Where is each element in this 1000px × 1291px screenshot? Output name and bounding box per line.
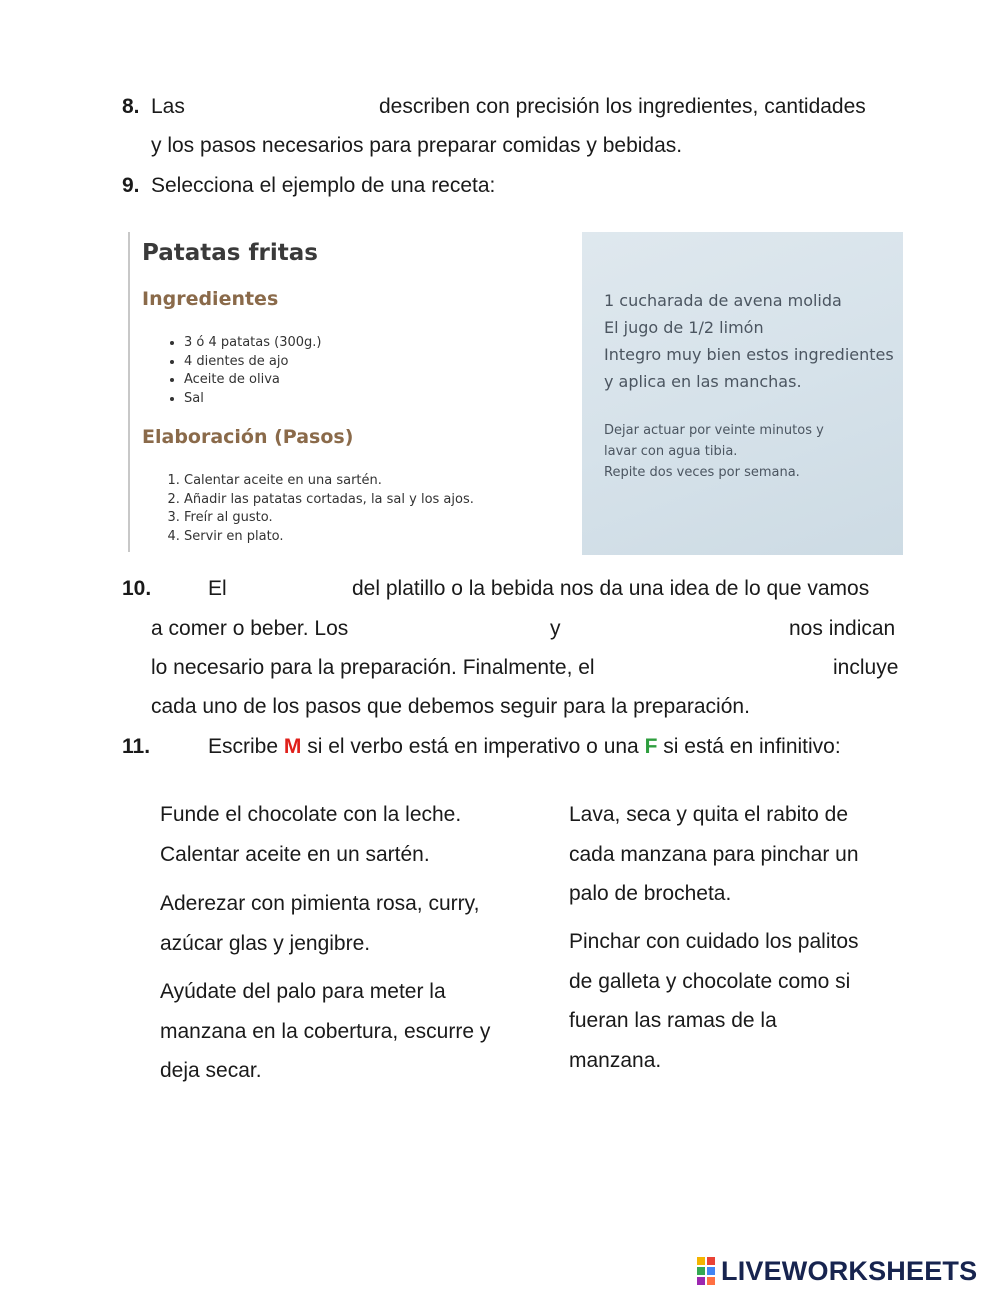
exercise-line: palo de brocheta. [569, 882, 732, 905]
liveworksheets-logo [697, 1255, 977, 1287]
q10-blank-2-input[interactable] [372, 615, 546, 643]
recipe-b-small-line: Dejar actuar por veinte minutos y [604, 423, 824, 438]
recipe-a-steps-heading: Elaboración (Pasos) [142, 426, 354, 448]
q10-text: y [550, 617, 561, 640]
recipe-a-ingredients-heading: Ingredientes [142, 288, 279, 310]
q8-text-start: Las [151, 95, 185, 118]
q11-m-letter: M [283, 735, 302, 758]
exercise-line: Pinchar con cuidado los palitos [569, 930, 859, 953]
q8-text-end: describen con precisión los ingredientes, cantidades [379, 95, 866, 118]
recipe-b-line: Integro muy bien estos ingredientes [604, 345, 894, 364]
q8-text-line2: y los pasos necesarios para preparar comidas y bebidas. [151, 134, 683, 157]
q8-number: 8. [122, 95, 140, 118]
q10-blank-3-input[interactable] [570, 615, 784, 643]
q9-number: 9. [122, 174, 140, 197]
q11-number: 11. [122, 735, 151, 758]
q10-text: cada uno de los pasos que debemos seguir para la preparación. [151, 695, 750, 718]
q11-text: Escribe [208, 735, 279, 758]
q10-text: lo necesario para la preparación. Finalmente, el [151, 656, 595, 679]
list-item: • 4 dientes de ajo [184, 353, 321, 372]
recipe-a-title: Patatas fritas [142, 240, 318, 266]
exercise-line: Lava, seca y quita el rabito de [569, 803, 849, 826]
list-item: • Aceite de oliva [184, 371, 321, 390]
exercise-item[interactable] [160, 972, 490, 1091]
exercise-line: Aderezar con pimienta rosa, curry, [160, 892, 480, 915]
list-item: 1. Calentar aceite en una sartén. [184, 472, 474, 491]
recipe-b-line: 1 cucharada de avena molida [604, 291, 842, 310]
exercise-line: deja secar. [160, 1059, 262, 1082]
exercise-item[interactable] [569, 795, 859, 914]
recipe-b-small-line: lavar con agua tibia. [604, 444, 738, 459]
exercise-item[interactable] [160, 795, 461, 874]
list-item: 4. Servir en plato. [184, 528, 474, 547]
exercise-line: cada manzana para pinchar un [569, 842, 859, 866]
q11-text: si el verbo está en imperativo o una [307, 735, 639, 758]
recipe-option-a[interactable] [128, 232, 510, 552]
exercise-item[interactable] [569, 922, 859, 1080]
q10-number: 10. [122, 577, 152, 600]
q10-text: nos indican [789, 617, 896, 640]
q10-text: incluye [833, 656, 899, 679]
exercise-line: azúcar glas y jengibre. [160, 931, 371, 955]
logo-blocks-icon [697, 1257, 715, 1285]
q10-text: El [208, 577, 227, 600]
list-item: 3. Freír al gusto. [184, 509, 474, 528]
exercise-line: Funde el chocolate con la leche. [160, 803, 462, 826]
logo-text: LIVEWORKSHEETS [721, 1255, 978, 1286]
q11-text: si está en infinitivo: [663, 735, 841, 758]
list-item: • 3 ó 4 patatas (300g.) [184, 334, 321, 353]
list-item: 2. Añadir las patatas cortadas, la sal y los ajos. [184, 491, 474, 510]
q8-blank-input[interactable] [192, 93, 376, 121]
recipe-a-steps-list [160, 472, 474, 546]
exercise-line: fueran las ramas de la [569, 1009, 777, 1032]
recipe-b-line: y aplica en las manchas. [604, 372, 802, 391]
exercise-line: Calentar aceite en un sartén. [160, 842, 430, 866]
q10-text: del platillo o la bebida nos da una idea de lo que vamos [352, 577, 870, 600]
q11-f-letter: F [644, 735, 658, 758]
exercise-item[interactable] [160, 884, 479, 963]
exercise-line: manzana en la cobertura, escurre y [160, 1019, 491, 1043]
q10-blank-1-input[interactable] [236, 575, 350, 603]
q10-text: a comer o beber. Los [151, 617, 349, 640]
exercise-line: Ayúdate del palo para meter la [160, 980, 446, 1003]
recipe-b-line: El jugo de 1/2 limón [604, 318, 764, 337]
recipe-b-small-line: Repite dos veces por semana. [604, 465, 800, 480]
q11-instruction [208, 735, 841, 759]
list-item: • Sal [184, 390, 321, 409]
exercise-line: manzana. [569, 1048, 662, 1072]
recipe-option-b[interactable] [582, 232, 903, 555]
recipe-a-ingredients-list [160, 334, 321, 408]
exercise-line: de galleta y chocolate como si [569, 969, 851, 993]
q9-text: Selecciona el ejemplo de una receta: [151, 174, 496, 197]
q10-blank-4-input[interactable] [636, 654, 830, 682]
